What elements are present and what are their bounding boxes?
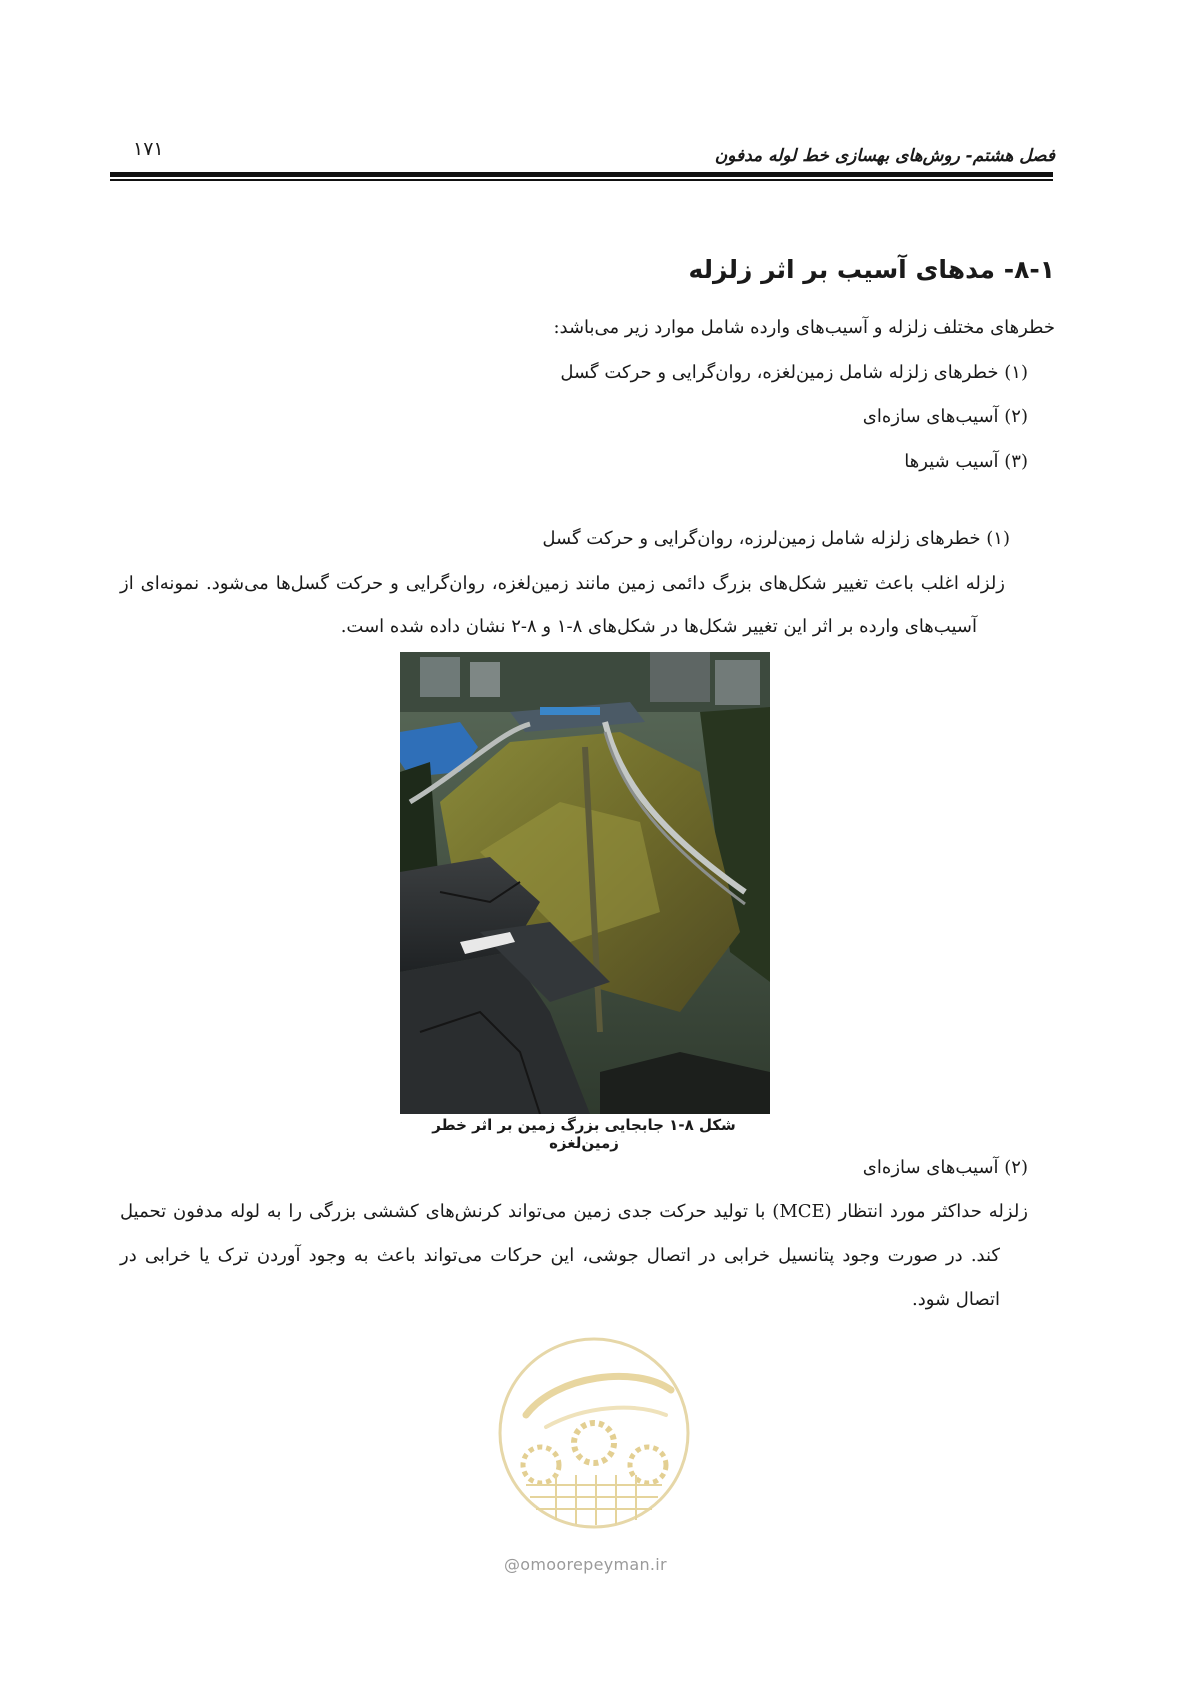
list-item-2: (۲) آسیب‌های سازه‌ای <box>862 406 1028 427</box>
chapter-running-header: فصل هشتم- روش‌های بهسازی خط لوله مدفون <box>714 146 1055 166</box>
watermark-url: @omoorepeyman.ir <box>504 1555 667 1574</box>
landslide-photo <box>400 652 770 1114</box>
paragraph-2-line-1: زلزله حداکثر مورد انتظار (MCE) با تولید حرکت جدی زمین می‌تواند کرنش‌های کششی بزرگی را به لوله مدفون تحمیل <box>120 1201 1028 1222</box>
paragraph-2-line-2: کند. در صورت وجود پتانسیل خرابی در اتصال جوشی، این حرکات می‌تواند باعث به وجود آوردن ترک یا خرابی در <box>120 1245 1000 1266</box>
list-item-1: (۱) خطرهای زلزله شامل زمین‌لغزه، روان‌گرایی و حرکت گسل <box>560 362 1028 383</box>
section-heading: ۸-۱- مدهای آسیب بر اثر زلزله <box>688 255 1055 284</box>
paragraph-1-line-1: زلزله اغلب باعث تغییر شکل‌های بزرگ دائمی زمین مانند زمین‌لغزه، روان‌گرایی و حرکت گسل‌ها می‌شود. نمونه‌ای از <box>120 573 1005 594</box>
list-item-3: (۳) آسیب شیرها <box>904 451 1028 472</box>
header-rule-thin <box>110 179 1053 181</box>
subheading-structural: (۲) آسیب‌های سازه‌ای <box>862 1157 1028 1178</box>
watermark-logo-icon <box>496 1335 692 1531</box>
paragraph-1-line-2: آسیب‌های وارده بر اثر این تغییر شکل‌ها در شکل‌های ۸-۱ و ۸-۲ نشان داده شده است. <box>340 616 977 637</box>
intro-text: خطرهای مختلف زلزله و آسیب‌های وارده شامل موارد زیر می‌باشد: <box>553 317 1055 338</box>
subheading-hazards: (۱) خطرهای زلزله شامل زمین‌لرزه، روان‌گرایی و حرکت گسل <box>542 528 1010 549</box>
header-rule <box>110 172 1053 177</box>
figure-caption: شکل ۸-۱ جابجایی بزرگ زمین بر اثر خطر زمین‌لغزه <box>432 1116 736 1152</box>
paragraph-2-line-3: اتصال شود. <box>911 1289 1000 1310</box>
page-number: ۱۷۱ <box>133 138 164 160</box>
